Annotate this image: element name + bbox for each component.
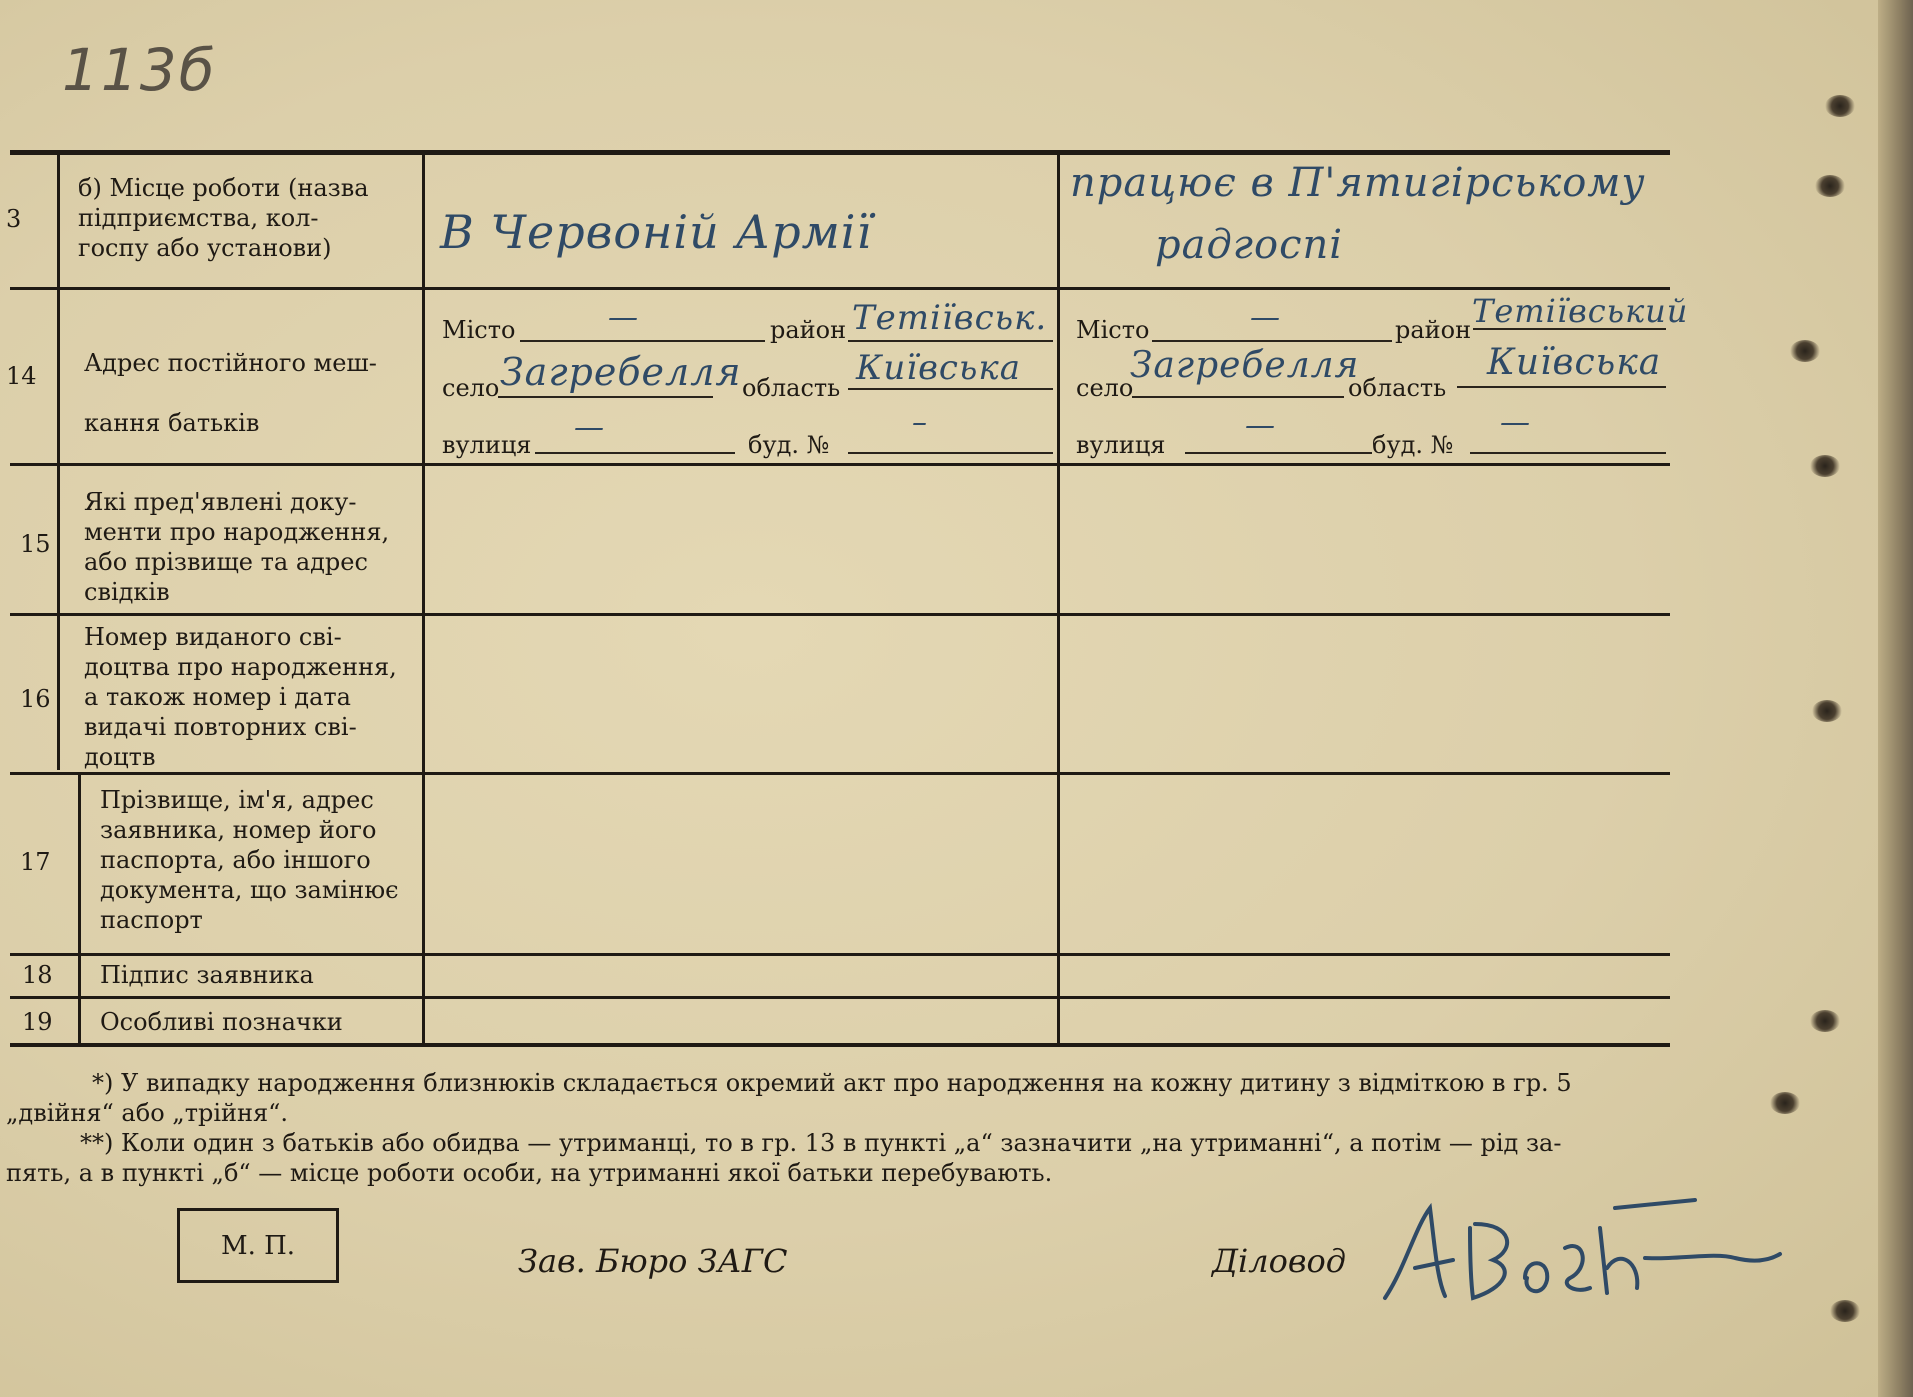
table-top-border — [10, 150, 1670, 155]
column-divider — [57, 150, 60, 770]
row-divider — [10, 772, 1670, 775]
stamp-placeholder: М. П. — [177, 1208, 339, 1283]
row-divider — [10, 996, 1670, 999]
binding-edge — [1878, 0, 1913, 1397]
archive-page-number: 113б — [62, 36, 217, 104]
mother-village: Загребелля — [1130, 345, 1360, 386]
father-workplace: В Червоній Армії — [440, 205, 873, 259]
mother-district: Тетіївський — [1472, 292, 1689, 330]
row-label: б) Місце роботи (назва підприємства, кол- госпу або установи) — [78, 174, 369, 262]
punch-hole — [1810, 455, 1840, 477]
underline — [1470, 452, 1666, 454]
row-number: 17 — [20, 848, 51, 876]
punch-hole — [1815, 175, 1845, 197]
row-number: 18 — [22, 961, 53, 989]
row-number: 15 — [20, 530, 51, 558]
mother-street: — — [1245, 408, 1276, 443]
row-divider — [10, 287, 1670, 290]
region-label: область — [1348, 374, 1447, 402]
row-divider — [10, 463, 1670, 466]
underline — [520, 340, 765, 342]
mother-city: — — [1250, 300, 1281, 335]
row-label: Адрес постійного меш- кання батьків — [84, 349, 377, 437]
underline — [1152, 340, 1392, 342]
father-village: Загребелля — [500, 350, 742, 394]
clerk-label: Діловод — [1212, 1242, 1347, 1280]
father-street: — — [574, 410, 605, 445]
underline — [848, 452, 1053, 454]
house-label: буд. № — [748, 431, 830, 459]
underline — [535, 452, 735, 454]
underline — [498, 396, 713, 398]
mother-house: — — [1500, 405, 1531, 440]
underline — [1185, 452, 1372, 454]
mother-region: Київська — [1487, 342, 1662, 383]
mother-workplace-line1: працює в П'ятигірському — [1070, 160, 1646, 206]
father-house: – — [912, 405, 928, 440]
father-region: Київська — [856, 348, 1022, 388]
street-label: вулиця — [1076, 431, 1166, 459]
underline — [1457, 386, 1666, 388]
punch-hole — [1770, 1092, 1800, 1114]
row-number: 19 — [22, 1008, 53, 1036]
row-number: 3 — [6, 205, 22, 233]
row-number: 14 — [6, 362, 37, 390]
row-label: Номер виданого сві- доцтва про народження, а також номер і дата видачі повторних сві- доцтв — [84, 623, 397, 771]
column-divider — [1057, 150, 1060, 1047]
column-divider — [78, 772, 81, 1047]
village-label: село — [442, 374, 500, 402]
underline — [848, 340, 1053, 342]
footnote-2-line2: пять, а в пункті „б“ — місце роботи особи, на утриманні якої батьки перебувають. — [6, 1159, 1053, 1187]
house-label: буд. № — [1372, 431, 1454, 459]
region-label: область — [742, 374, 841, 402]
punch-hole — [1830, 1300, 1860, 1322]
row-label: Підпис заявника — [100, 961, 314, 989]
row-divider — [10, 953, 1670, 956]
punch-hole — [1825, 95, 1855, 117]
registry-head-label: Зав. Бюро ЗАГС — [518, 1242, 788, 1280]
row-label: Особливі позначки — [100, 1008, 343, 1036]
punch-hole — [1810, 1010, 1840, 1032]
row-divider — [10, 613, 1670, 616]
footnote-1-line1: *) У випадку народження близнюків складається окремий акт про народження на кожну дитину з відміткою в гр. 5 — [92, 1069, 1572, 1097]
underline — [1132, 396, 1344, 398]
row-label: Які пред'явлені доку- менти про народження, або прізвище та адрес свідків — [84, 488, 390, 606]
footnote-1-line2: „двійня“ або „трійня“. — [6, 1099, 289, 1127]
table-bottom-border — [10, 1043, 1670, 1047]
punch-hole — [1812, 700, 1842, 722]
street-label: вулиця — [442, 431, 532, 459]
mother-workplace-line2: радгоспі — [1155, 222, 1344, 268]
column-divider — [422, 150, 425, 1047]
city-label: Місто — [1076, 316, 1150, 344]
row-number: 16 — [20, 685, 51, 713]
father-city: — — [608, 300, 639, 335]
district-label: район — [770, 316, 847, 344]
underline — [848, 388, 1053, 390]
city-label: Місто — [442, 316, 516, 344]
row-label: Прізвище, ім'я, адрес заявника, номер його паспорта, або іншого документа, що замінює паспорт — [100, 786, 399, 934]
father-district: Тетіївськ. — [852, 298, 1048, 338]
clerk-signature-icon — [1375, 1188, 1790, 1318]
district-label: район — [1395, 316, 1472, 344]
footnote-2-line1: **) Коли один з батьків або обидва — утриманці, то в гр. 13 в пункті „а“ зазначити „на утриманні“, а потім — рід за- — [80, 1129, 1562, 1157]
punch-hole — [1790, 340, 1820, 362]
village-label: село — [1076, 374, 1134, 402]
